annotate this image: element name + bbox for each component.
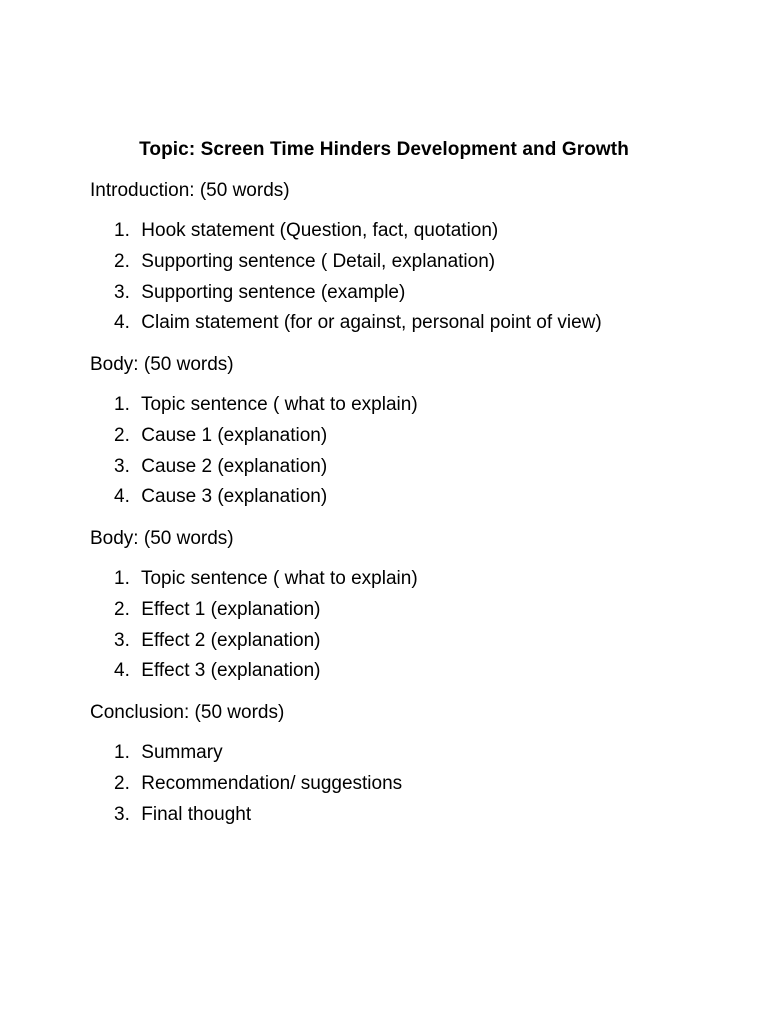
- list-item: [114, 564, 730, 595]
- list-item: [114, 308, 730, 339]
- list-item: [114, 656, 730, 687]
- item-number: 3.: [114, 629, 130, 651]
- section-heading: Body: (50 words): [90, 528, 234, 549]
- item-number: 2.: [114, 424, 130, 446]
- item-number: 4.: [114, 486, 130, 508]
- list-item: [114, 216, 730, 247]
- outline-list: [90, 564, 730, 687]
- list-item: [114, 800, 730, 831]
- outline-list: [90, 216, 730, 339]
- item-number: 4.: [114, 660, 130, 682]
- list-item: [114, 595, 730, 626]
- outline-list: [90, 390, 730, 513]
- section-body-causes: [90, 350, 730, 513]
- item-number: 1.: [114, 742, 130, 763]
- list-item: [114, 278, 730, 309]
- outline-list: [90, 738, 730, 830]
- item-text: Effect 1 (explanation): [141, 598, 321, 620]
- item-number: 1.: [114, 220, 130, 241]
- item-text: Claim statement (for or against, personal point of view): [141, 312, 602, 334]
- list-item: [114, 390, 730, 421]
- list-item: [114, 452, 730, 483]
- section-heading: Body: (50 words): [90, 354, 234, 375]
- item-number: 4.: [114, 312, 130, 334]
- section-heading: Introduction: (50 words): [90, 180, 290, 201]
- item-text: Supporting sentence (example): [141, 281, 406, 303]
- item-number: 3.: [114, 803, 130, 825]
- list-item: [114, 769, 730, 800]
- list-item: [114, 247, 730, 278]
- item-number: 3.: [114, 281, 130, 303]
- list-item: [114, 421, 730, 452]
- list-item: [114, 626, 730, 657]
- item-number: 2.: [114, 772, 130, 794]
- item-number: 1.: [114, 568, 130, 589]
- list-item: [114, 738, 730, 769]
- item-text: Topic sentence ( what to explain): [140, 394, 418, 415]
- list-item: [114, 482, 730, 513]
- item-text: Cause 2 (explanation): [141, 455, 328, 477]
- item-text: Cause 1 (explanation): [141, 424, 328, 446]
- document-title: Topic: Screen Time Hinders Development and Growth: [139, 139, 629, 160]
- item-text: Recommendation/ suggestions: [141, 772, 403, 794]
- item-number: 2.: [114, 250, 130, 272]
- item-text: Hook statement (Question, fact, quotation): [141, 220, 499, 241]
- item-text: Summary: [141, 742, 223, 763]
- item-text: Final thought: [141, 803, 252, 825]
- item-text: Topic sentence ( what to explain): [140, 568, 418, 589]
- section-conclusion: [90, 698, 730, 830]
- item-text: Supporting sentence ( Detail, explanation): [141, 250, 496, 272]
- item-number: 3.: [114, 455, 130, 477]
- item-number: 1.: [114, 394, 130, 415]
- item-text: Effect 2 (explanation): [141, 629, 321, 651]
- section-introduction: [90, 176, 730, 339]
- item-text: Effect 3 (explanation): [141, 660, 321, 682]
- section-heading: Conclusion: (50 words): [90, 702, 285, 723]
- section-body-effects: [90, 524, 730, 687]
- item-number: 2.: [114, 598, 130, 620]
- item-text: Cause 3 (explanation): [141, 486, 328, 508]
